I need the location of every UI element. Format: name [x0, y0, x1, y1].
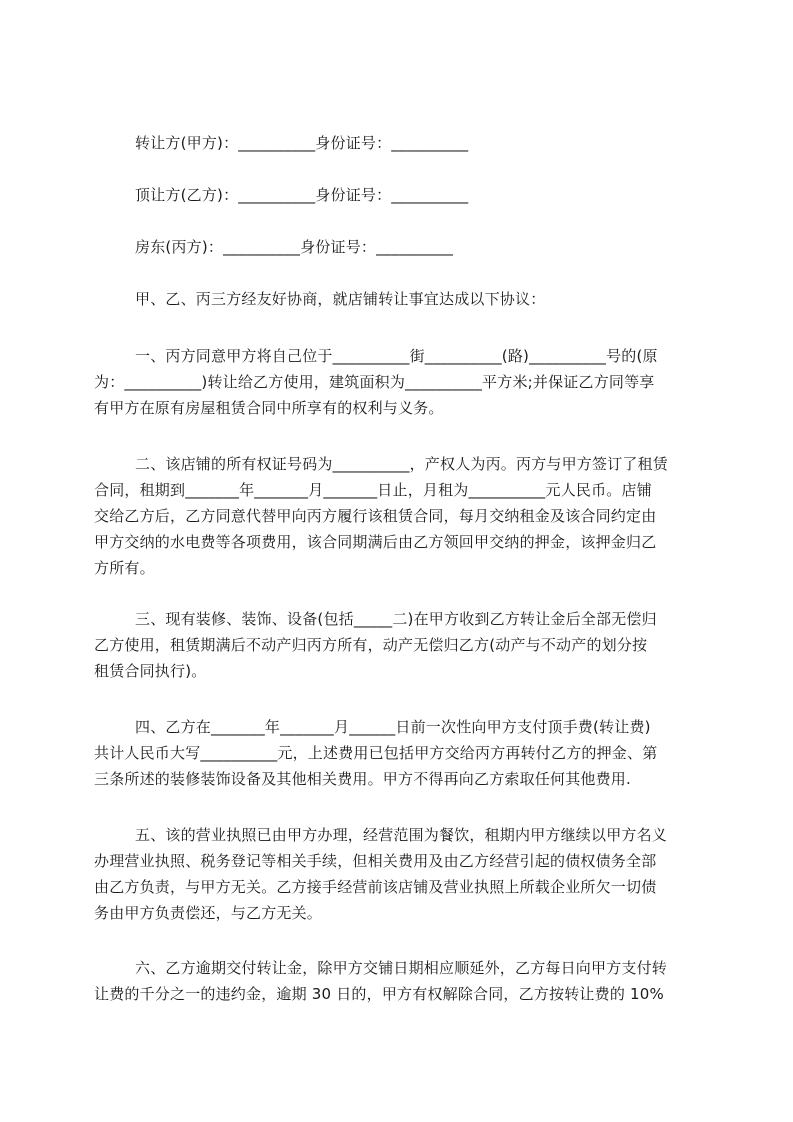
clause5-line1: 五、该的营业执照已由甲方办理，经营范围为餐饮，租期内甲方继续以甲方名义 [135, 826, 668, 844]
clause1-line3: 有甲方在原有房屋租赁合同中所享有的权利与义务。 [94, 399, 444, 417]
clause5-line4: 务由甲方负责偿还，与乙方无关。 [94, 904, 323, 922]
clause1-line2: 为：__________)转让给乙方使用，建筑面积为__________平方米;并保证乙方同等享 [94, 373, 655, 391]
clause3-line1: 三、现有装修、装饰、设备(包括_____二)在甲方收到乙方转让金后全部无偿归 [135, 610, 657, 628]
clause3-line2: 乙方使用，租赁期满后不动产归丙方所有，动产无偿归乙方(动产与不动产的划分按 [94, 636, 648, 654]
clause5-line2: 办理营业执照、税务登记等相关手续，但相关费用及由乙方经营引起的债权债务全部 [94, 852, 657, 870]
clause6-line2: 让费的千分之一的违约金，逾期 30 日的，甲方有权解除合同，乙方按转让费的 10% [94, 985, 664, 1003]
clause6-line1: 六、乙方逾期交付转让金，除甲方交铺日期相应顺延外，乙方每日向甲方支付转 [135, 959, 668, 977]
clause2-line5: 方所有。 [94, 559, 155, 577]
clause4-line2: 共计人民币大写__________元，上述费用已包括甲方交给丙方再转付乙方的押金、第 [94, 744, 658, 762]
clause5-line3: 由乙方负责，与甲方无关。乙方接手经营前该店铺及营业执照上所载企业所欠一切债 [94, 878, 657, 896]
party-a-line: 转让方(甲方)：__________身份证号：__________ [135, 134, 469, 152]
clause4-line1: 四、乙方在_______年_______月______日前一次性向甲方支付顶手费(转让费) [135, 718, 651, 736]
clause1-line1: 一、丙方同意甲方将自己位于__________街__________(路)__________号的(原 [135, 347, 658, 365]
party-c-line: 房东(丙方)：__________身份证号：__________ [135, 238, 454, 256]
clause2-line1: 二、该店铺的所有权证号码为__________，产权人为丙。丙方与甲方签订了租赁 [135, 455, 669, 473]
clause3-line3: 租赁合同执行)。 [94, 662, 207, 680]
clause4-line3: 三条所述的装修装饰设备及其他相关费用。甲方不得再向乙方索取任何其他费用. [94, 770, 631, 788]
intro-line: 甲、乙、丙三方经友好协商，就店铺转让事宜达成以下协议： [135, 290, 546, 308]
clause2-line3: 交给乙方后，乙方同意代替甲向丙方履行该租赁合同，每月交纳租金及该合同约定由 [94, 507, 657, 525]
clause2-line2: 合同，租期到_______年_______月_______日止，月租为__________元人民币。店铺 [94, 481, 652, 499]
party-b-line: 顶让方(乙方)：__________身份证号：__________ [135, 186, 469, 204]
clause2-line4: 甲方交纳的水电费等各项费用，该合同期满后由乙方领回甲交纳的押金，该押金归乙 [94, 533, 657, 551]
